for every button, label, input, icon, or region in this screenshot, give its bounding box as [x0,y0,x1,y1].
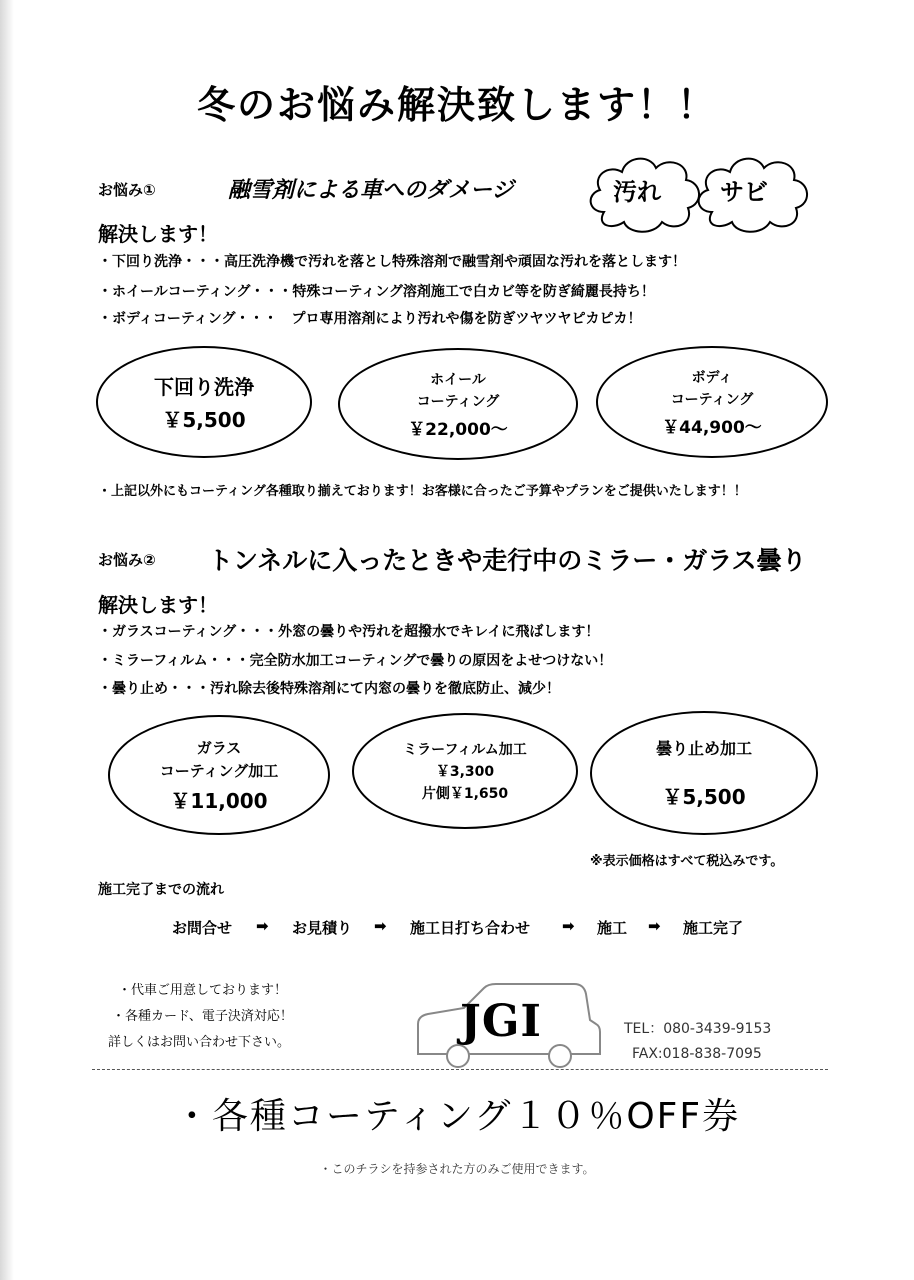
flow-step: お見積り [292,919,353,937]
worry2-label: お悩み② [98,551,156,569]
company-logo-text: JGI [460,996,542,1047]
worry1-label: お悩み① [98,181,156,199]
worry2-item: ・ミラーフィルム・・・完全防水加工コーティングで曇りの原因をよせつけない！ [98,653,613,669]
service-note: 詳しくはお問い合わせ下さい。 [108,1035,291,1050]
coupon-note: ・このチラシを持参された方のみご使用できます。 [319,1162,595,1176]
worry2-item: ・ガラスコーティング・・・外窓の曇りや汚れを超撥水でキレイに飛ばします！ [98,624,600,640]
flow-arrow-icon: ➡ [374,917,387,935]
price-name: ミラーフィルム加工 [403,742,527,758]
price-value: ￥44,900～ [662,417,762,438]
service-note: ・代車ご用意しております！ [118,983,288,998]
worry2-solve-heading: 解決します！ [98,593,218,617]
page-title: 冬のお悩み解決致します！！ [196,83,717,127]
flow-step: 施工完了 [683,919,744,937]
price-oval-underbody-wash [96,346,312,458]
price-value: ￥22,000～ [408,419,508,440]
worry1-solve-heading: 解決します！ [98,222,218,246]
price-value: ￥3,300 [435,764,495,780]
worry2-item: ・曇り止め・・・汚れ除去後特殊溶剤にて内窓の曇りを徹底防止、減少！ [98,681,560,697]
service-note: ・各種カード、電子決済対応！ [112,1009,293,1024]
worry2-title: トンネルに入ったときや走行中のミラー・ガラス曇り [208,546,807,575]
price-oval-body-coating [596,346,828,458]
worry1-item: ・ボディコーティング・・・ プロ専用溶剤により汚れや傷を防ぎツヤツヤピカピカ！ [98,311,642,327]
worry1-item: ・下回り洗浄・・・高圧洗浄機で汚れを落とし特殊溶剤で融雪剤や頑固な汚れを落とします！ [98,254,686,270]
flow-step: 施工 [597,919,628,937]
flow-arrow-icon: ➡ [648,917,661,935]
flow-step: 施工日打ち合わせ [410,919,531,937]
flow-step: お問合せ [172,919,233,937]
price-name: ガラス [196,738,242,757]
worry1-footnote: ・上記以外にもコーティング各種取り揃えております！お客様に合ったご予算やプランをご提供いたします！！ [98,484,747,499]
price-name: ホイール [430,371,486,388]
price-name: コーティング [670,391,754,408]
contact-fax: FAX:018-838-7095 [632,1046,762,1062]
price-name: 下回り洗浄 [154,375,254,399]
price-name: コーティング [416,393,500,410]
tax-note: ※表示価格はすべて税込みです。 [590,854,784,869]
price-oval-wheel-coating [338,348,578,460]
flow-arrow-icon: ➡ [256,917,269,935]
price-name: コーティング加工 [159,761,279,780]
contact-tel: TEL：080-3439-9153 [624,1021,772,1037]
price-value: 片側￥1,650 [421,786,509,802]
worry1-item: ・ホイールコーティング・・・特殊コーティング溶剤施工で白カビ等を防ぎ綺麗長持ち！ [98,284,655,300]
coupon-cut-line [92,1069,828,1070]
cloud-label-rust: サビ [720,178,768,206]
coupon-title: ・各種コーティング１０％OFF券 [173,1096,741,1137]
price-oval-mirror-film [352,713,578,829]
price-value: ￥11,000 [170,788,268,813]
price-name: 曇り止め加工 [655,739,752,758]
price-value: ￥5,500 [162,408,246,432]
price-name: ボディ [691,369,733,386]
cloud-label-dirt: 汚れ [613,178,661,206]
price-oval-glass-coating [108,715,330,835]
flow-heading: 施工完了までの流れ [98,882,224,898]
price-value: ￥5,500 [662,785,746,809]
price-oval-anti-fog [590,711,818,835]
worry1-title: 融雪剤による車へのダメージ [228,178,514,203]
flow-arrow-icon: ➡ [562,917,575,935]
